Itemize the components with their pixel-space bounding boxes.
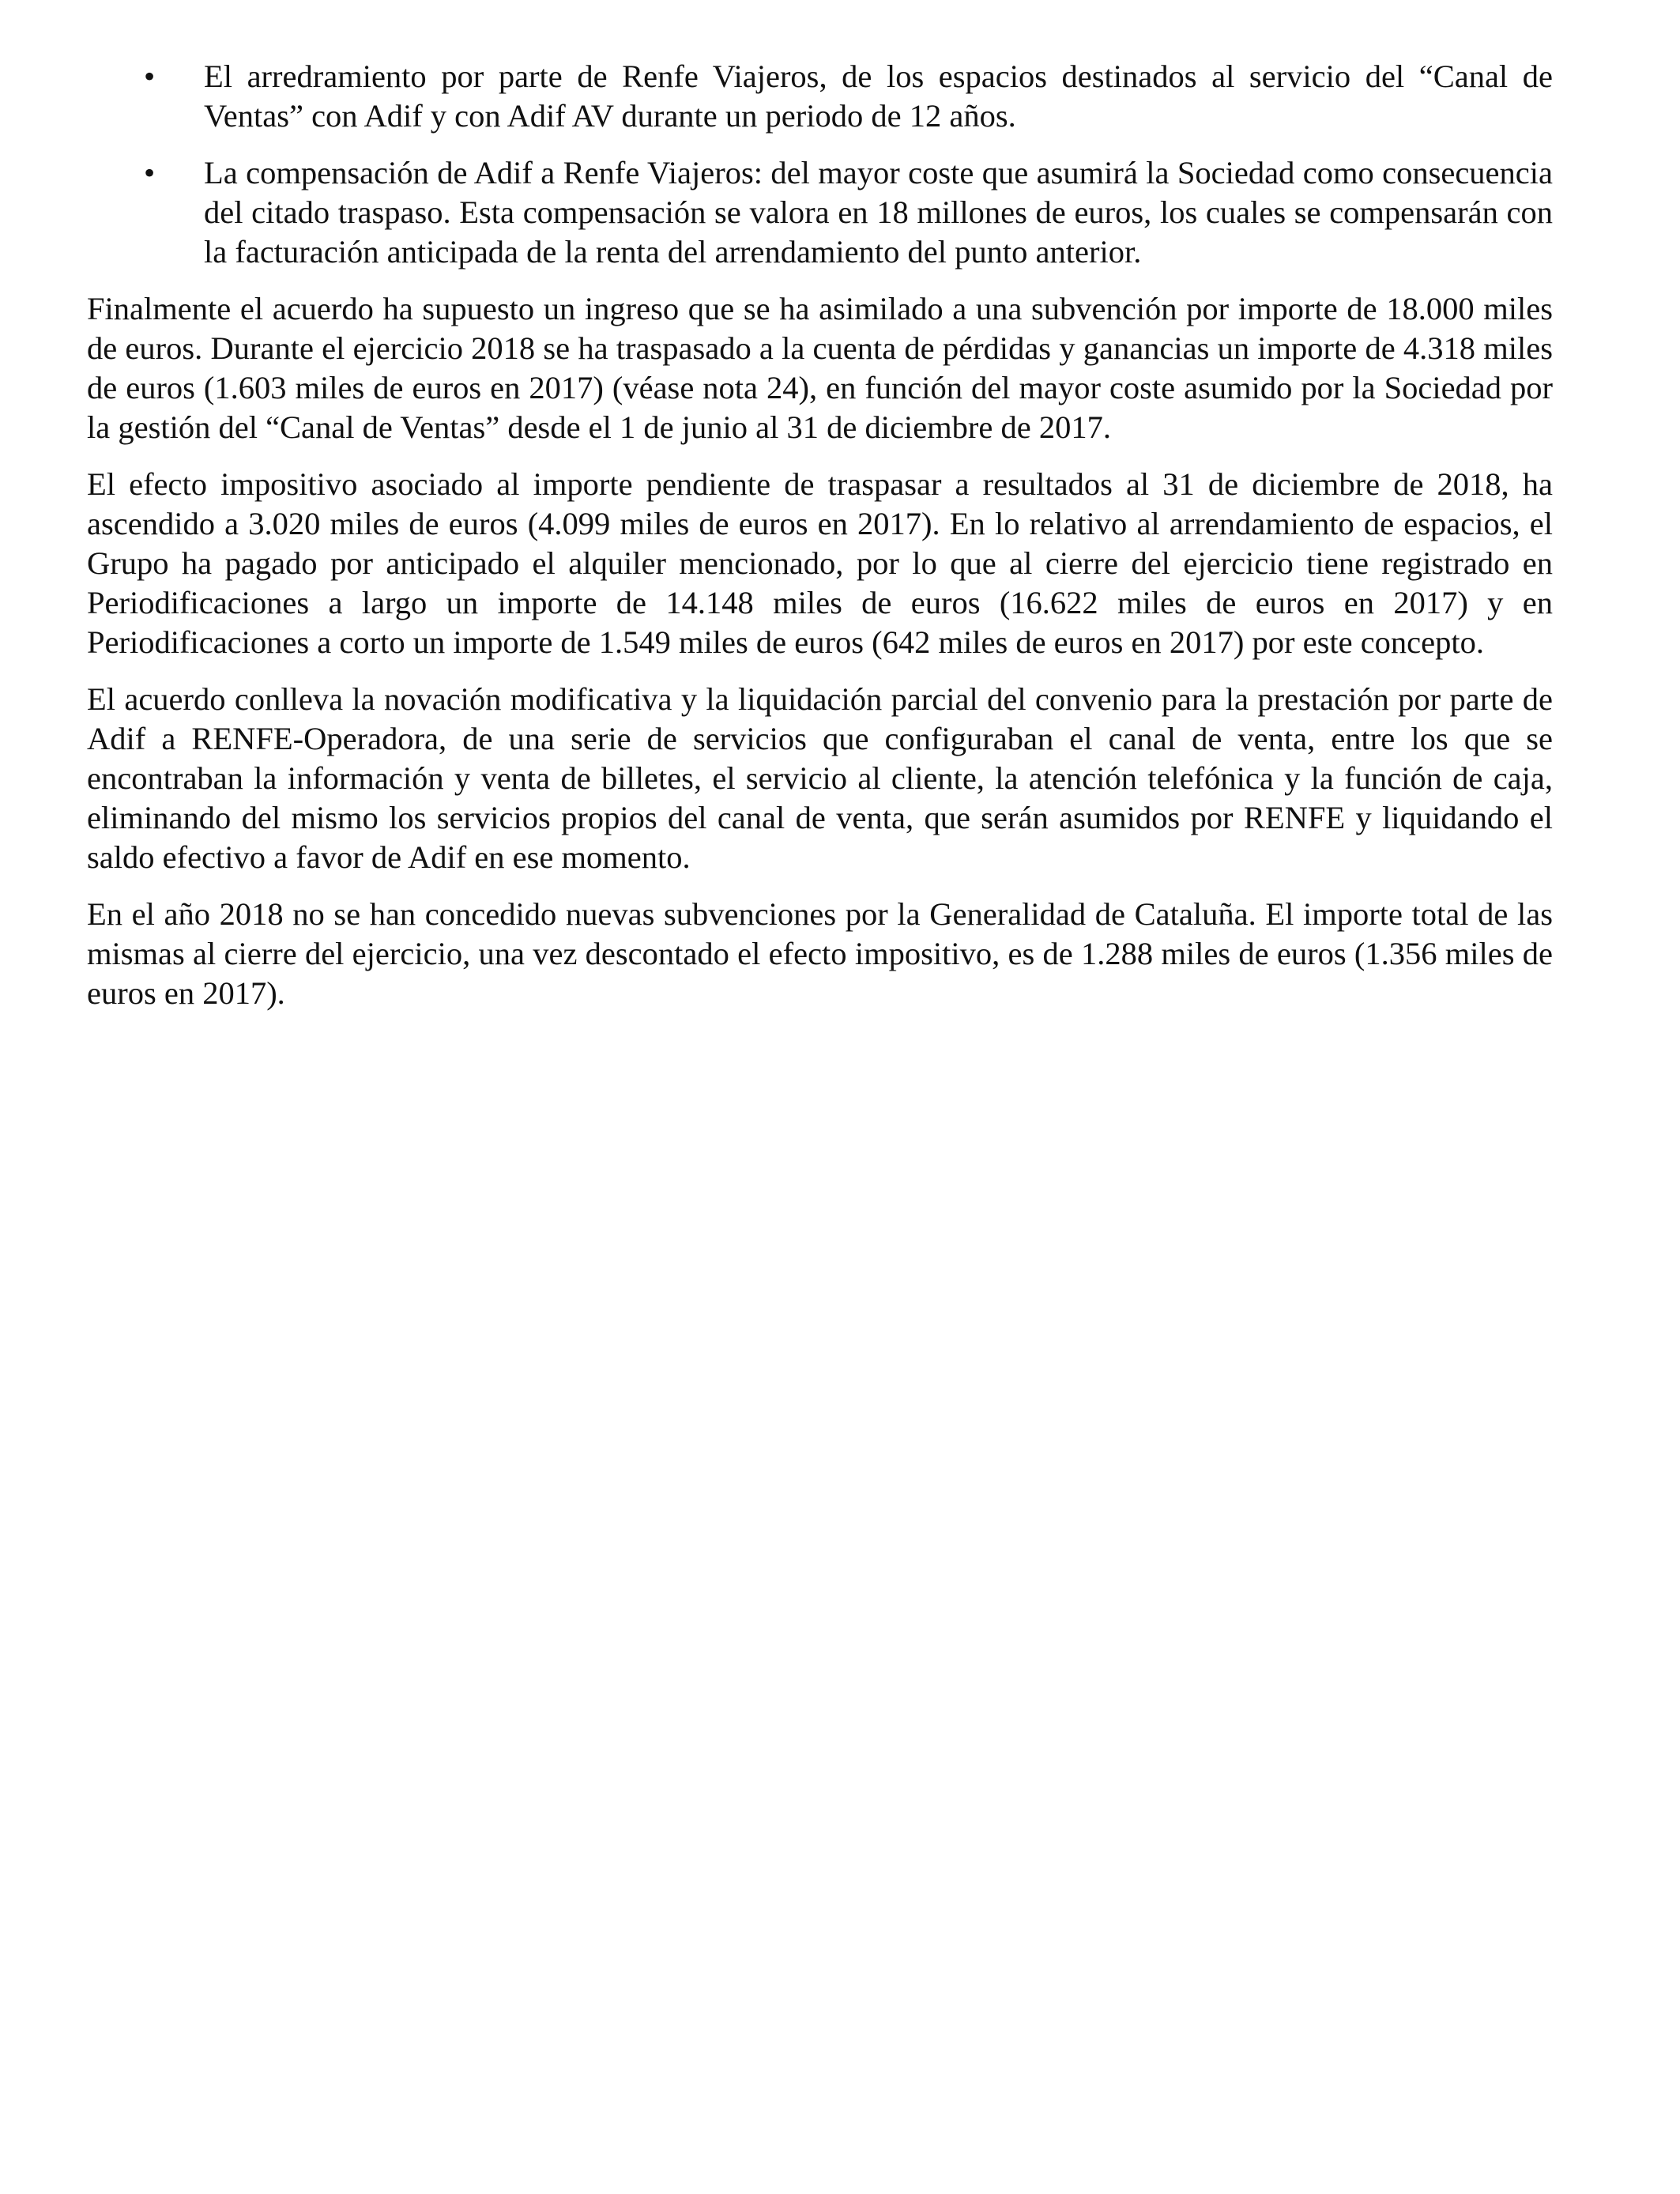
paragraph-subsidy-income: Finalmente el acuerdo ha supuesto un ingreso que se ha asimilado a una subvención por importe de 18.000 miles de euros. Durante el ejercicio 2018 se ha traspasado a la cuenta de pérdidas y ganancias un importe de 4.318 miles de euros (1.603 miles de euros en 2017) (véase nota 24), en función del mayor coste asumido por la Sociedad por la gestión del “Canal de Ventas” desde el 1 de junio al 31 de diciembre de 2017. — [87, 291, 1553, 445]
bullet-marker: • — [144, 155, 156, 190]
paragraph-generalidad-subsidies: En el año 2018 no se han concedido nuevas subvenciones por la Generalidad de Cataluña. El importe total de las mismas al cierre del ejercicio, una vez descontado el efecto impositivo, es de 1.288 miles de euros (1.356 miles de euros en 2017). — [87, 896, 1553, 1011]
bullet-list — [87, 57, 1553, 272]
bullet-text: La compensación de Adif a Renfe Viajeros: del mayor coste que asumirá la Sociedad como consecuencia del citado traspaso. Esta compensación se valora en 18 millones de euros, los cuales se compensarán con la facturación anticipada de la renta del arrendamiento del punto anterior. — [204, 155, 1553, 270]
document-page — [87, 57, 1553, 1031]
bullet-marker: • — [144, 58, 156, 94]
bullet-item — [87, 153, 1553, 272]
bullet-item — [87, 57, 1553, 136]
paragraph-tax-effect: El efecto impositivo asociado al importe pendiente de traspasar a resultados al 31 de diciembre de 2018, ha ascendido a 3.020 miles de euros (4.099 miles de euros en 2017). En lo relativo al arrendamiento de espacios, el Grupo ha pagado por anticipado el alquiler mencionado, por lo que al cierre del ejercicio tiene registrado en Periodificaciones a largo un importe de 14.148 miles de euros (16.622 miles de euros en 2017) y en Periodificaciones a corto un importe de 1.549 miles de euros (642 miles de euros en 2017) por este concepto. — [87, 466, 1553, 660]
bullet-text: El arredramiento por parte de Renfe Viajeros, de los espacios destinados al servicio del “Canal de Ventas” con Adif y con Adif AV durante un periodo de 12 años. — [204, 58, 1553, 134]
paragraph-agreement-novation: El acuerdo conlleva la novación modificativa y la liquidación parcial del convenio para la prestación por parte de Adif a RENFE-Operadora, de una serie de servicios que configuraban el canal de venta, entre los que se encontraban la información y venta de billetes, el servicio al cliente, la atención telefónica y la función de caja, eliminando del mismo los servicios propios del canal de venta, que serán asumidos por RENFE y liquidando el saldo efectivo a favor de Adif en ese momento. — [87, 681, 1553, 875]
